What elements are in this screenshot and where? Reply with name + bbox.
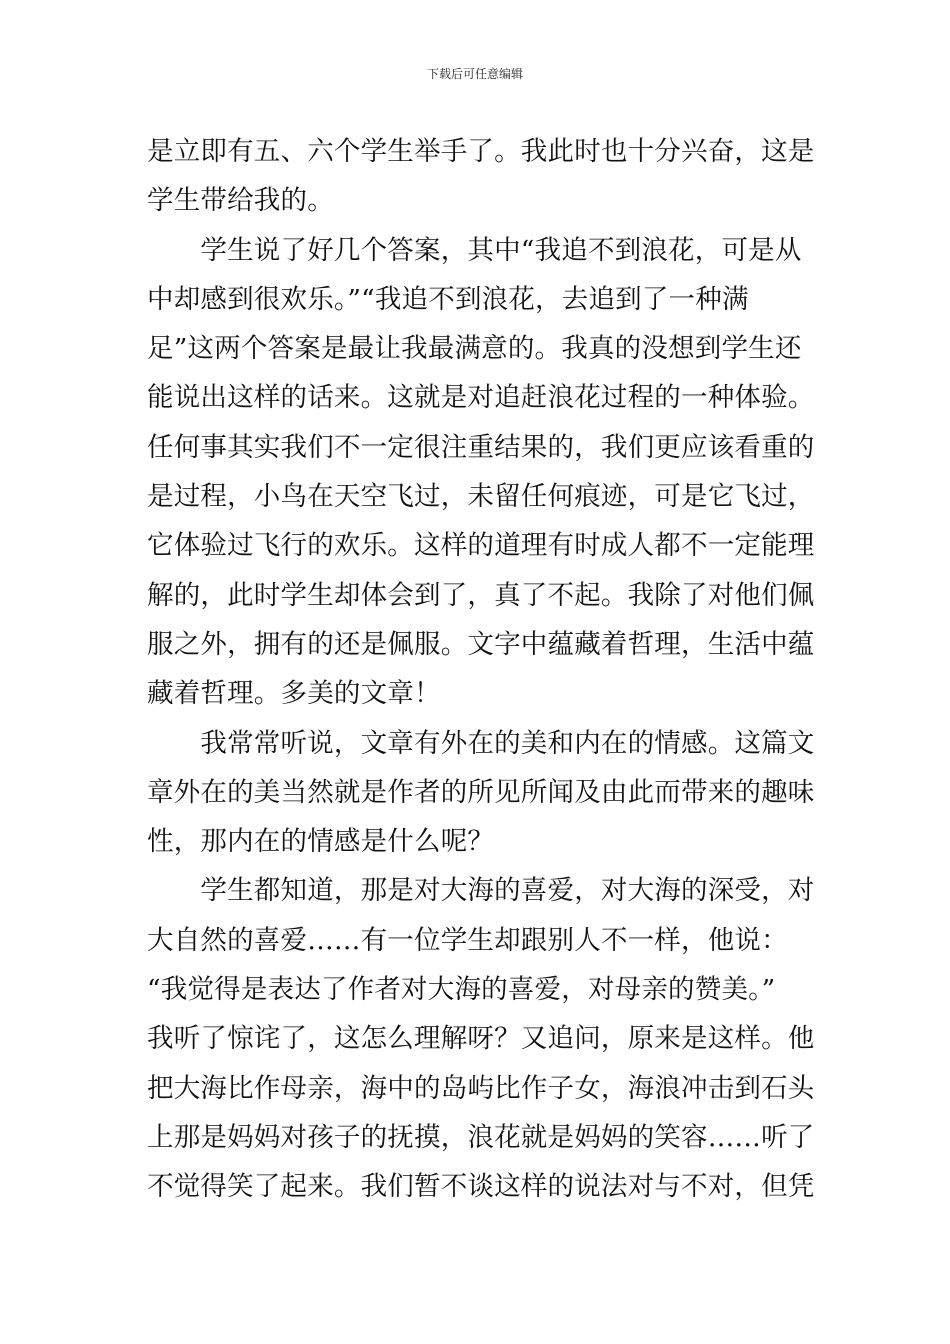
text-line: 学生都知道，那是对大海的喜爱，对大海的深受，对 — [147, 875, 815, 907]
text-line: 能说出这样的话来。这就是对追赶浪花过程的一种体验。 — [147, 382, 815, 414]
document-body — [147, 127, 815, 1212]
text-line: 不觉得笑了起来。我们暂不谈这样的说法对与不对，但凭 — [147, 1171, 815, 1203]
text-line: “我觉得是表达了作者对大海的喜爱，对母亲的赞美。” — [147, 974, 776, 1006]
text-line: 学生带给我的。 — [147, 185, 334, 217]
text-line: 中却感到很欢乐。”“我追不到浪花，去追到了一种满 — [147, 283, 749, 315]
text-line: 任何事其实我们不一定很注重结果的，我们更应该看重的 — [147, 431, 815, 463]
text-line: 服之外，拥有的还是佩服。文字中蕴藏着哲理，生活中蕴 — [147, 628, 815, 660]
text-line: 是过程，小鸟在天空飞过，未留任何痕迹，可是它飞过， — [147, 481, 815, 513]
text-line: 性，那内在的情感是什么呢？ — [147, 826, 495, 858]
text-line: 大自然的喜爱……有一位学生却跟别人不一样，他说： — [147, 924, 788, 956]
text-line: 学生说了好几个答案，其中“我追不到浪花，可是从 — [147, 234, 802, 266]
text-line: 章外在的美当然就是作者的所见所闻及由此而带来的趣味 — [147, 776, 815, 808]
text-line: 解的，此时学生却体会到了，真了不起。我除了对他们佩 — [147, 579, 815, 611]
text-line: 藏着哲理。多美的文章！ — [147, 678, 441, 710]
text-line: 它体验过飞行的欢乐。这样的道理有时成人都不一定能理 — [147, 530, 815, 562]
text-line: 我听了惊诧了，这怎么理解呀？又追问，原来是这样。他 — [147, 1023, 815, 1055]
page-header: 下载后可任意编辑 — [426, 67, 523, 81]
text-line: 把大海比作母亲，海中的岛屿比作子女，海浪冲击到石头 — [147, 1072, 815, 1104]
text-line: 是立即有五、六个学生举手了。我此时也十分兴奋，这是 — [147, 136, 815, 167]
text-line: 我常常听说，文章有外在的美和内在的情感。这篇文 — [147, 727, 815, 759]
text-line: 足”这两个答案是最让我最满意的。我真的没想到学生还 — [147, 333, 802, 365]
text-line: 上那是妈妈对孩子的抚摸，浪花就是妈妈的笑容……听了 — [147, 1121, 815, 1153]
